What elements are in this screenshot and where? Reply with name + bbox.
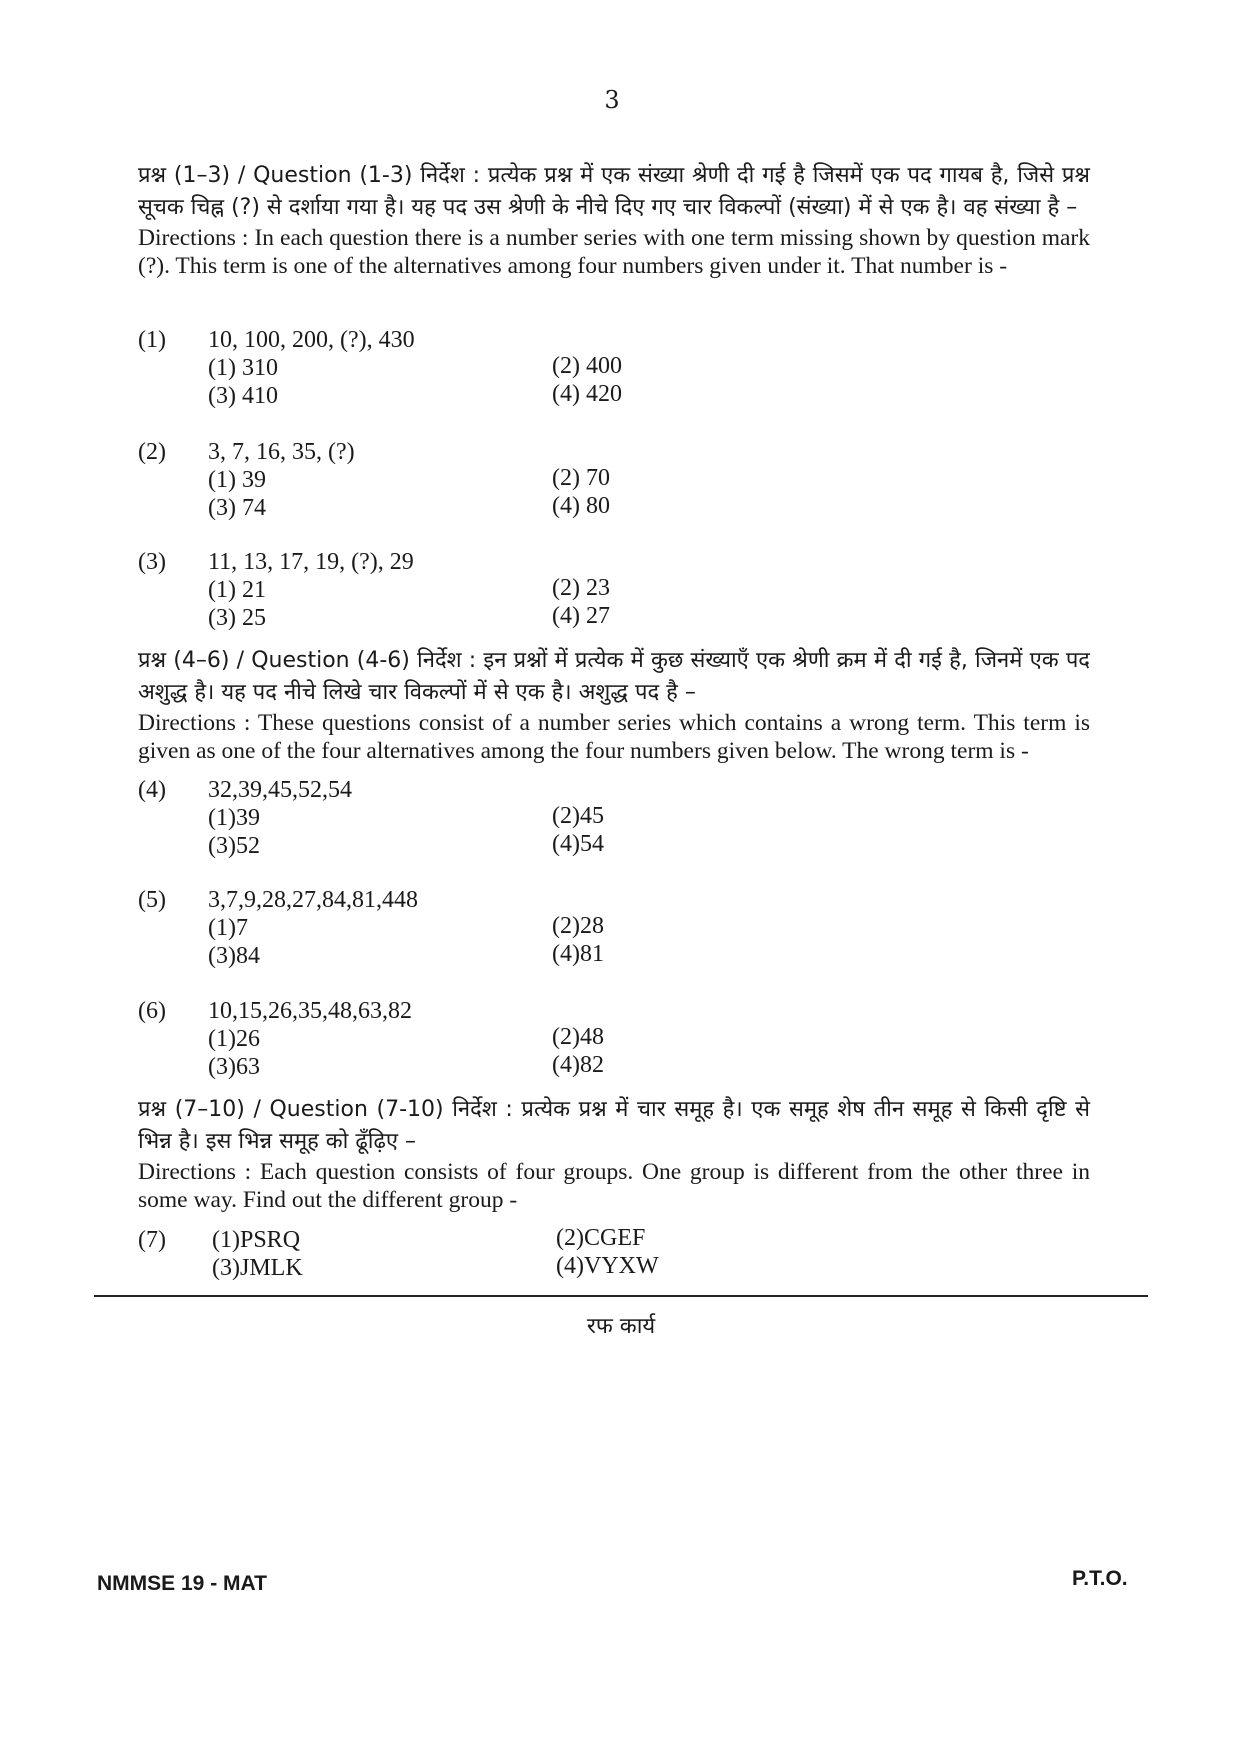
- question-number: (5): [138, 887, 166, 913]
- option-4: (4)82: [552, 1052, 604, 1078]
- option-2: (2) 23: [552, 575, 610, 601]
- option-1: (1) 39: [208, 467, 266, 493]
- option-3: (3)JMLK: [212, 1255, 303, 1281]
- option-4: (4)81: [552, 941, 604, 967]
- directions-english: Directions : Each question consists of four groups. One group is different from the other three in some way. Find out the different group -: [138, 1159, 1090, 1213]
- page-number: 3: [604, 86, 620, 114]
- option-2: (2)CGEF: [556, 1225, 646, 1251]
- option-3: (3) 25: [208, 605, 266, 631]
- option-2: (2)45: [552, 803, 604, 829]
- question-series: 3, 7, 16, 35, (?): [208, 439, 355, 465]
- directions-section-3: [138, 1094, 1090, 1214]
- option-4: (4) 420: [552, 381, 622, 407]
- option-2: (2)28: [552, 913, 604, 939]
- question-number: (3): [138, 549, 166, 575]
- question-number: (4): [138, 777, 166, 803]
- option-3: (3)84: [208, 943, 260, 969]
- question-number: (2): [138, 439, 166, 465]
- question-series: 3,7,9,28,27,84,81,448: [208, 887, 418, 913]
- option-1: (1)26: [208, 1026, 260, 1052]
- option-2: (2) 400: [552, 353, 622, 379]
- directions-section-1: [138, 160, 1090, 280]
- question-series: 11, 13, 17, 19, (?), 29: [208, 549, 414, 575]
- question-series: 10,15,26,35,48,63,82: [208, 998, 412, 1024]
- question-number: (1): [138, 327, 166, 353]
- rough-work-label: रफ कार्य: [586, 1314, 656, 1339]
- question-number: (7): [138, 1227, 166, 1253]
- directions-english: Directions : In each question there is a number series with one term missing shown by question mark (?). This term is one of the alternatives among four numbers given under it. That number is -: [138, 225, 1090, 279]
- question-number: (6): [138, 998, 166, 1024]
- directions-hindi: प्रश्न (4–6) / Question (4-6) निर्देश : इन प्रश्नों में प्रत्येक में कुछ संख्याएँ एक श्रेणी क्रम में दी गई है, जिनमें एक पद अशुद्ध है। यह पद नीचे लिखे चार विकल्पों में से एक है। अशुद्ध पद है –: [138, 648, 1090, 705]
- option-2: (2)48: [552, 1024, 604, 1050]
- exam-code: NMMSE 19 - MAT: [97, 1572, 267, 1595]
- option-1: (1)PSRQ: [212, 1227, 301, 1253]
- option-3: (3) 74: [208, 495, 266, 521]
- option-4: (4)54: [552, 831, 604, 857]
- question-series: 10, 100, 200, (?), 430: [208, 327, 415, 353]
- directions-hindi: प्रश्न (1–3) / Question (1-3) निर्देश : प्रत्येक प्रश्न में एक संख्या श्रेणी दी गई है जिसमें एक पद गायब है, जिसे प्रश्न सूचक चिह्न (?) से दर्शाया गया है। यह पद उस श्रेणी के नीचे दिए गए चार विकल्पों (संख्या) में से एक है। वह संख्या है –: [138, 163, 1090, 220]
- option-1: (1) 21: [208, 577, 266, 603]
- option-1: (1)39: [208, 805, 260, 831]
- directions-english: Directions : These questions consist of a number series which contains a wrong term. This term is given as one of the four alternatives among the four numbers given below. The wrong term is -: [138, 710, 1090, 764]
- pto-label: P.T.O.: [1072, 1567, 1128, 1590]
- directions-section-2: [138, 645, 1090, 765]
- option-4: (4) 27: [552, 603, 610, 629]
- option-3: (3) 410: [208, 383, 278, 409]
- option-1: (1)7: [208, 915, 248, 941]
- directions-hindi: प्रश्न (7–10) / Question (7-10) निर्देश : प्रत्येक प्रश्न में चार समूह है। एक समूह शेष तीन समूह से किसी दृष्टि से भिन्न है। इस भिन्न समूह को ढूँढ़िए –: [138, 1097, 1090, 1154]
- option-2: (2) 70: [552, 465, 610, 491]
- option-3: (3)52: [208, 833, 260, 859]
- option-4: (4)VYXW: [556, 1253, 659, 1279]
- question-series: 32,39,45,52,54: [208, 777, 352, 803]
- option-1: (1) 310: [208, 355, 278, 381]
- option-4: (4) 80: [552, 493, 610, 519]
- option-3: (3)63: [208, 1054, 260, 1080]
- divider-line: [94, 1295, 1148, 1297]
